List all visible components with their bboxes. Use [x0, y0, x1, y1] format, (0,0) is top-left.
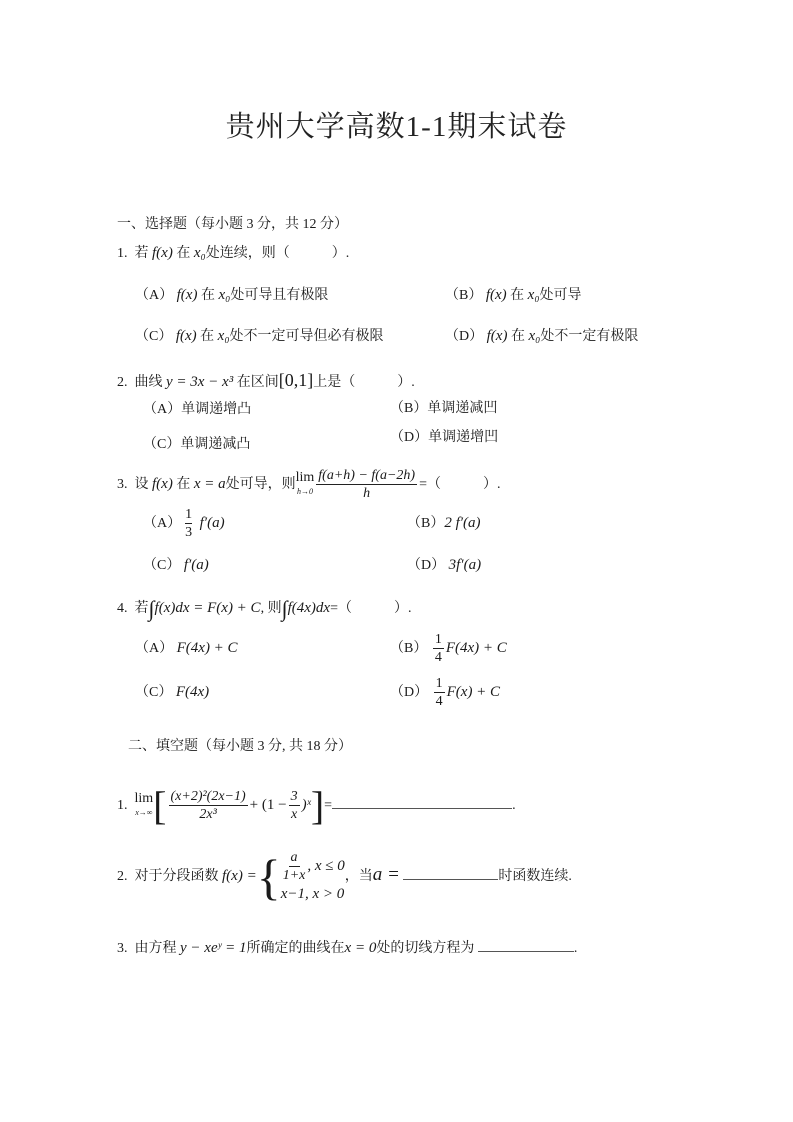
- question-3: [117, 465, 500, 504]
- option-d: [390, 674, 500, 711]
- math: x₀: [528, 328, 541, 344]
- lim-label: lim: [134, 790, 154, 806]
- math: x = 0: [344, 940, 377, 956]
- denominator: 4: [434, 650, 442, 666]
- option-c: [143, 435, 250, 455]
- math: f(x): [486, 328, 508, 344]
- question-number: 1.: [117, 798, 128, 813]
- option-label: （A）: [135, 641, 174, 656]
- math: )ˣ: [301, 797, 311, 813]
- question-text: 处的切线方程为: [376, 941, 475, 956]
- option-text: 在: [200, 288, 215, 303]
- case-1: [281, 849, 345, 884]
- question-text: 处连续，则（ ）.: [205, 246, 350, 261]
- question-text: =（ ）.: [419, 477, 501, 492]
- question-text: 在: [176, 477, 191, 492]
- fraction: [316, 467, 417, 502]
- option-text: 在: [200, 329, 215, 344]
- math: f(x): [152, 476, 173, 492]
- question-text: 由方程: [134, 941, 177, 956]
- answer-blank[interactable]: [332, 808, 512, 809]
- option-label: （C）: [143, 437, 181, 452]
- option-text: 处可导且有极限: [230, 288, 329, 303]
- option-b: [390, 399, 497, 419]
- lim-label: lim: [295, 469, 315, 485]
- math: F(4x) + C: [445, 640, 507, 656]
- option-b: [445, 285, 582, 306]
- option-label: （D）: [407, 558, 446, 573]
- math: [0,1]: [278, 370, 314, 390]
- numerator: 1: [434, 632, 442, 648]
- question-text: 若: [134, 601, 149, 616]
- numerator: 3: [290, 789, 298, 805]
- option-label: （A）: [143, 516, 182, 531]
- piecewise-cases: [281, 849, 345, 904]
- lim-subscript: x→∞: [135, 807, 153, 817]
- question-text: 设: [134, 477, 149, 492]
- option-text: 单调递增凸: [181, 402, 252, 417]
- question-number: 3.: [117, 477, 128, 492]
- option-a: [143, 505, 225, 542]
- integral-sign: ∫: [281, 595, 288, 621]
- fill-question-2: [117, 842, 572, 910]
- numerator: (x+2)²(2x−1): [170, 789, 246, 805]
- option-label: （B）: [390, 401, 428, 416]
- option-text: 处不一定有极限: [540, 329, 639, 344]
- option-label: （C）: [143, 558, 181, 573]
- fraction: [183, 506, 194, 541]
- math: f(x)dx = F(x) + C: [154, 600, 261, 616]
- math: f(x): [152, 245, 173, 261]
- numerator: f(a+h) − f(a−2h): [318, 468, 416, 484]
- question-1: [117, 243, 349, 264]
- question-number: 4.: [117, 601, 128, 616]
- question-number: 2.: [117, 375, 128, 390]
- denominator: x: [290, 807, 298, 823]
- option-d: [390, 428, 498, 448]
- option-label: （B）: [407, 516, 445, 531]
- limit: [135, 792, 154, 820]
- math: f′(a): [199, 515, 225, 531]
- option-text: 单调递增凹: [428, 430, 499, 445]
- equals: =: [324, 798, 333, 813]
- question-text: 时函数连续.: [498, 869, 572, 884]
- option-label: （D）: [390, 685, 429, 700]
- left-bracket: [: [153, 782, 167, 828]
- math: f(x): [485, 287, 507, 303]
- fraction: [169, 788, 248, 823]
- page-title: 贵州大学高数1-1期末试卷: [225, 111, 568, 143]
- right-bracket: ]: [310, 782, 325, 828]
- fraction: [433, 631, 444, 666]
- question-2: [117, 370, 415, 393]
- math: + (1 −: [249, 797, 287, 813]
- math: F(4x) + C: [176, 640, 238, 656]
- fraction: [289, 788, 300, 823]
- option-a: [135, 638, 238, 659]
- option-c: [135, 326, 384, 347]
- section2-heading: 二、填空题（每小题 3 分, 共 18 分）: [128, 739, 352, 754]
- option-a: [143, 400, 251, 420]
- question-text: 所确定的曲线在: [246, 941, 345, 956]
- option-label: （C）: [135, 329, 173, 344]
- denominator: 4: [435, 694, 443, 710]
- answer-blank[interactable]: [478, 951, 574, 952]
- question-number: 3.: [117, 941, 128, 956]
- math: f(x) =: [222, 868, 257, 884]
- option-b: [407, 513, 481, 534]
- math: x₀: [193, 245, 206, 261]
- question-text: 曲线: [134, 375, 163, 390]
- math: F(x) + C: [446, 684, 501, 700]
- math: x₀: [218, 287, 231, 303]
- fraction: [283, 849, 306, 884]
- math: 3f′(a): [448, 557, 482, 573]
- math: f(4x)dx: [287, 600, 331, 616]
- math: f(x): [175, 328, 197, 344]
- option-text: 在: [510, 288, 525, 303]
- question-text: 若: [134, 246, 149, 261]
- question-text: 在: [176, 246, 191, 261]
- math: x₀: [527, 287, 540, 303]
- question-text: 对于分段函数: [134, 869, 219, 884]
- fraction: [434, 675, 445, 710]
- period: .: [512, 798, 516, 813]
- question-text: ，当: [344, 869, 373, 884]
- section1-heading: 一、选择题（每小题 3 分，共 12 分）: [117, 217, 348, 232]
- condition: , x ≤ 0: [307, 858, 345, 875]
- answer-blank[interactable]: [403, 879, 498, 880]
- option-c: [135, 682, 209, 703]
- question-text: 处可导，则: [225, 477, 296, 492]
- question-text: 上是（ ）.: [313, 375, 415, 390]
- question-4: [117, 595, 412, 622]
- numerator: a: [290, 850, 298, 866]
- option-text: 单调递减凹: [427, 401, 498, 416]
- option-label: （B）: [445, 288, 483, 303]
- question-number: 2.: [117, 869, 128, 884]
- option-d: [407, 555, 481, 576]
- question-number: 1.: [117, 246, 128, 261]
- option-text: 处不一定可导但必有极限: [229, 329, 384, 344]
- case-2: x−1, x > 0: [280, 886, 345, 903]
- left-brace: {: [256, 848, 281, 905]
- lim-subscript: h→0: [296, 486, 313, 496]
- option-label: （D）: [445, 329, 484, 344]
- question-text: =（ ）.: [330, 601, 412, 616]
- option-label: （A）: [143, 402, 182, 417]
- option-text: 处可导: [539, 288, 582, 303]
- math: f′(a): [183, 557, 209, 573]
- denominator: 2x³: [199, 807, 217, 823]
- numerator: 1: [435, 676, 443, 692]
- option-label: （A）: [135, 288, 174, 303]
- option-text: 单调递减凸: [180, 437, 251, 452]
- math: y − xeʸ = 1: [180, 940, 247, 956]
- math: x₀: [217, 328, 230, 344]
- option-a: [135, 285, 328, 306]
- fill-question-1: [117, 780, 516, 831]
- option-b: [390, 630, 507, 667]
- math: f(x): [176, 287, 198, 303]
- math: x = a: [193, 476, 226, 492]
- denominator: h: [363, 486, 371, 502]
- math: 2 f′(a): [444, 515, 481, 531]
- option-label: （D）: [390, 430, 429, 445]
- option-c: [143, 555, 209, 576]
- option-label: （C）: [135, 685, 173, 700]
- option-text: 在: [510, 329, 525, 344]
- period: .: [573, 941, 578, 956]
- math: y = 3x − x³: [166, 374, 234, 390]
- question-text: 在区间: [236, 375, 279, 390]
- limit: [296, 471, 315, 499]
- integral-sign: ∫: [148, 595, 155, 621]
- question-text: , 则: [260, 601, 282, 616]
- numerator: 1: [185, 507, 193, 523]
- option-label: （B）: [390, 641, 428, 656]
- math: a =: [372, 864, 400, 885]
- math: F(4x): [175, 684, 210, 700]
- option-d: [445, 326, 638, 347]
- denominator: 3: [185, 525, 193, 541]
- denominator: 1+x: [282, 868, 306, 884]
- fill-question-3: [117, 938, 577, 959]
